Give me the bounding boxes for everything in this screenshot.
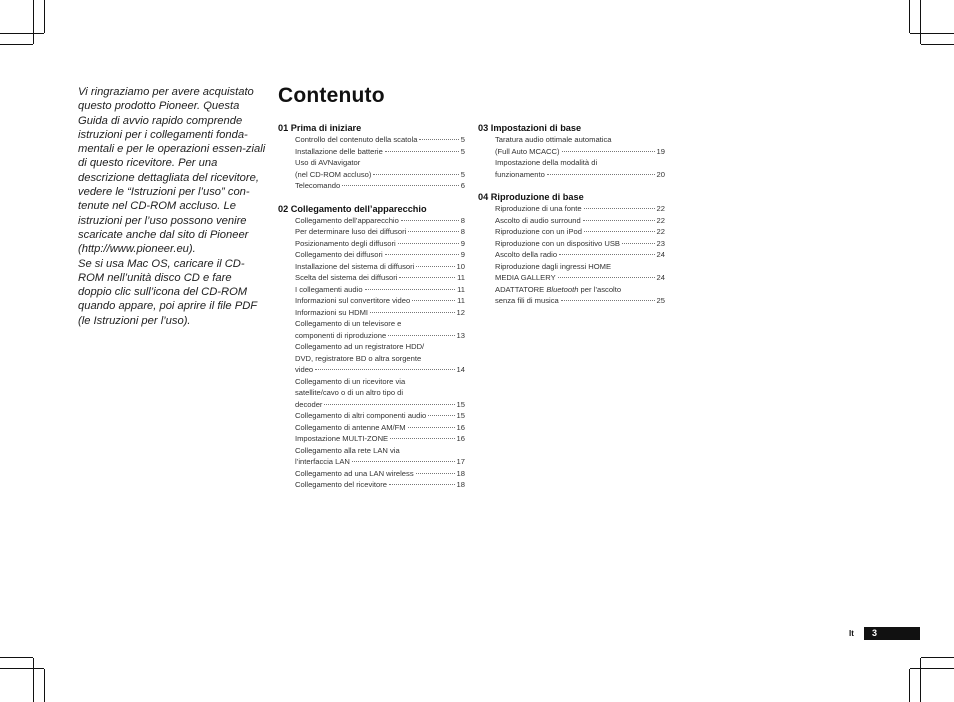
toc-entry-text xyxy=(295,319,401,328)
toc-entry-text: Ascolto di audio surround xyxy=(495,215,581,225)
toc-entry-text-part: Collegamento ad un registratore HDD/ xyxy=(295,342,425,351)
toc-section xyxy=(478,191,666,307)
crop-mark-bottom-right-h2 xyxy=(921,657,954,658)
toc-page-number: 25 xyxy=(656,296,665,305)
toc-entry-text: Informazioni su HDMI xyxy=(295,307,369,317)
toc-page-number: 11 xyxy=(457,284,465,294)
intro-paragraph-1: Vi ringraziamo per avere acquistato questo prodotto Pioneer. Questa Guida di avvio rapido comprende istruzioni per i collegamenti fonda-mentali e per le operazioni essen-ziali di questo ricevitore. Per una descrizione dettagliata del ricevitore, vedere le “Istruzioni per l’uso” con-tenute nel CD-ROM accluso. Le istruzioni per l’uso possono venire scaricate anche dal sito di Pioneer (http://www.pioneer.eu). xyxy=(78,86,266,256)
toc-entry-text xyxy=(295,377,405,386)
toc-entry-text xyxy=(295,354,421,363)
toc-leader-dots xyxy=(562,151,655,152)
toc-leader-dots xyxy=(365,289,456,290)
toc-page-number: 18 xyxy=(456,468,465,478)
toc-entry[interactable] xyxy=(295,146,465,158)
toc-entry-italic: Bluetooth xyxy=(546,284,579,294)
toc-leader-dots xyxy=(558,277,655,278)
toc-entry[interactable] xyxy=(295,272,465,284)
toc-page-number: 14 xyxy=(456,365,465,374)
toc-entry[interactable] xyxy=(295,284,465,296)
toc-entry-text-part: satellite/cavo o di un altro tipo di xyxy=(295,388,404,397)
toc-entry[interactable] xyxy=(495,215,665,227)
toc-leader-dots xyxy=(352,461,455,462)
toc-entry-text: Collegamento dei diffusori xyxy=(295,250,383,259)
toc-entry-text xyxy=(295,388,403,397)
toc-entry-text-part: Collegamento di un televisore e xyxy=(295,319,402,328)
toc-leader-dots xyxy=(559,254,654,255)
toc-leader-dots xyxy=(398,243,459,244)
toc-entry[interactable] xyxy=(295,445,465,468)
toc-entry[interactable] xyxy=(295,295,465,307)
toc-page-number: 9 xyxy=(460,250,465,259)
crop-mark-top-right-h2 xyxy=(921,44,954,45)
toc-page-number: 13 xyxy=(456,330,465,340)
toc-entry[interactable] xyxy=(295,307,465,319)
toc-leader-dots xyxy=(412,300,455,301)
toc-entry-text xyxy=(495,158,597,167)
toc-entry-text: I collegamenti audio xyxy=(295,284,363,294)
crop-mark-top-right-v2 xyxy=(909,0,910,33)
toc-leader-dots xyxy=(370,312,455,313)
toc-entry[interactable] xyxy=(295,318,465,341)
toc-entry-text: Scelta del sistema dei diffusori xyxy=(295,273,398,282)
crop-mark-top-left-v2 xyxy=(44,0,45,33)
toc-entry[interactable] xyxy=(295,341,465,376)
crop-mark-bottom-left-h2 xyxy=(0,657,33,658)
toc-entry-text: Informazioni sul convertitore video xyxy=(295,296,411,305)
toc-page-number: 22 xyxy=(656,215,665,225)
toc-entry[interactable] xyxy=(295,215,465,227)
toc-leader-dots xyxy=(419,139,458,140)
toc-page-number: 22 xyxy=(656,227,665,236)
toc-page-number: 11 xyxy=(457,296,465,305)
toc-entry-text: Ascolto della radio xyxy=(495,250,558,259)
toc-entry-text: (Full Auto MCACC) xyxy=(495,146,560,156)
language-label: It xyxy=(849,629,854,638)
toc-entry[interactable] xyxy=(495,261,665,284)
toc-section-title: 03 Impostazioni di base xyxy=(478,123,582,133)
toc-page-number: 8 xyxy=(460,215,465,225)
toc-entry-text: Riproduzione con un iPod xyxy=(495,227,582,236)
toc-entry-text: Collegamento del ricevitore xyxy=(295,480,388,489)
toc-leader-dots xyxy=(408,231,458,232)
page-number-tab xyxy=(864,627,920,640)
toc-leader-dots xyxy=(416,473,455,474)
toc-entry-text-part: Collegamento di un ricevitore via xyxy=(295,376,406,386)
crop-mark-bottom-left-v2 xyxy=(44,669,45,702)
toc-leader-dots xyxy=(342,185,459,186)
toc-entry-text: Collegamento di altri componenti audio xyxy=(295,411,427,420)
toc-leader-dots xyxy=(584,208,655,209)
toc-leader-dots xyxy=(388,335,454,336)
intro-paragraph-2: Se si usa Mac OS, caricare il CD-ROM nell’unità disco CD e fare doppio clic sull’icona del CD-ROM quando appare, poi aprire il file PDF (le Istruzioni per l’uso). xyxy=(78,257,257,327)
toc-page-number: 24 xyxy=(656,250,665,259)
toc-entry-text: Impostazione MULTI-ZONE xyxy=(295,434,389,443)
toc-entry[interactable] xyxy=(295,249,465,261)
toc-leader-dots xyxy=(408,427,455,428)
toc-entry-text: (nel CD-ROM accluso) xyxy=(295,169,372,179)
toc-leader-dots xyxy=(390,438,454,439)
toc-entry-text xyxy=(295,446,400,455)
toc-page-number: 15 xyxy=(456,399,465,409)
toc-entry[interactable] xyxy=(295,180,465,192)
toc-entry-text: Telecomando xyxy=(295,181,341,190)
toc-leader-dots xyxy=(583,220,655,221)
toc-entry[interactable] xyxy=(295,376,465,411)
toc-entry-text-part: Uso di AVNavigator xyxy=(295,158,361,167)
crop-mark-bottom-right-h xyxy=(910,668,954,669)
toc-page-number: 23 xyxy=(656,238,665,248)
toc-entry[interactable] xyxy=(295,433,465,445)
toc-entry-text-part: ADATTATORE xyxy=(495,284,547,294)
toc-entry-text-part: Collegamento alla rete LAN via xyxy=(295,445,400,455)
toc-page-number: 24 xyxy=(656,273,665,282)
toc-entry-text: senza fili di musica xyxy=(495,296,559,305)
crop-mark-top-left-v xyxy=(33,0,34,44)
toc-column-right xyxy=(478,122,666,318)
toc-entry[interactable] xyxy=(495,226,665,238)
toc-leader-dots xyxy=(373,174,458,175)
crop-mark-top-right-h xyxy=(910,33,954,34)
toc-entry-text: l’interfaccia LAN xyxy=(295,457,350,466)
toc-entry[interactable] xyxy=(295,238,465,250)
toc-page-number: 22 xyxy=(656,204,665,213)
toc-entry-text xyxy=(295,342,424,351)
toc-leader-dots xyxy=(401,220,459,221)
toc-entry-text: Installazione delle batterie xyxy=(295,146,383,156)
toc-leader-dots xyxy=(324,404,454,405)
toc-section xyxy=(278,122,466,192)
toc-page-number: 18 xyxy=(456,480,465,489)
toc-section xyxy=(278,203,466,491)
toc-page-number: 16 xyxy=(456,422,465,432)
toc-section-title: 01 Prima di iniziare xyxy=(278,123,362,133)
toc-leader-dots xyxy=(428,415,454,416)
toc-leader-dots xyxy=(315,369,454,370)
toc-leader-dots xyxy=(584,231,655,232)
toc-entry-text xyxy=(495,285,621,294)
toc-entry-text-part: Impostazione della modalità di xyxy=(495,158,598,167)
toc-leader-dots xyxy=(547,174,655,175)
crop-mark-bottom-left-h xyxy=(0,668,44,669)
toc-entry[interactable] xyxy=(295,157,465,180)
toc-entry-text: Controllo del contenuto della scatola xyxy=(295,135,418,144)
toc-leader-dots xyxy=(416,266,454,267)
crop-mark-top-left-h xyxy=(0,33,44,34)
toc-entry[interactable] xyxy=(295,134,465,146)
toc-entry[interactable] xyxy=(495,134,665,157)
toc-entry[interactable] xyxy=(495,284,665,307)
toc-entry-text xyxy=(295,158,360,167)
toc-page-number: 8 xyxy=(460,227,465,236)
toc-column-left xyxy=(278,122,466,502)
toc-leader-dots xyxy=(385,151,459,152)
page-number: 3 xyxy=(872,628,878,638)
toc-page-number: 9 xyxy=(460,238,465,248)
toc-entry-text: Collegamento ad una LAN wireless xyxy=(295,468,414,478)
toc-section-title: 04 Riproduzione di base xyxy=(478,192,584,202)
crop-mark-top-left-h2 xyxy=(0,44,33,45)
toc-page-number: 5 xyxy=(460,135,465,144)
crop-mark-bottom-right-v2 xyxy=(909,669,910,702)
toc-entry-text-part: per l’ascolto xyxy=(578,284,622,294)
toc-entry[interactable] xyxy=(295,410,465,422)
toc-entry-text: MEDIA GALLERY xyxy=(495,273,556,282)
toc-entry-text: Per determinare luso dei diffusori xyxy=(295,227,407,236)
toc-page-number: 10 xyxy=(456,261,465,271)
toc-page-number: 6 xyxy=(460,181,465,190)
toc-entry-text: componenti di riproduzione xyxy=(295,330,387,340)
toc-page-number: 12 xyxy=(456,307,465,317)
intro-text xyxy=(78,85,266,328)
toc-entry[interactable] xyxy=(495,157,665,180)
toc-page-number: 11 xyxy=(457,273,465,282)
toc-entry-text: Posizionamento degli diffusori xyxy=(295,238,396,248)
toc-entry[interactable] xyxy=(295,226,465,238)
toc-entry-text: funzionamento xyxy=(495,169,545,179)
toc-entry[interactable] xyxy=(295,479,465,491)
toc-entry-text-part: Taratura audio ottimale automatica xyxy=(495,135,612,144)
toc-page-number: 15 xyxy=(456,411,465,420)
toc-entry-text xyxy=(495,135,612,144)
toc-entry-text: Riproduzione di una fonte xyxy=(495,204,582,213)
toc-page-number: 20 xyxy=(656,169,665,179)
toc-page-number: 16 xyxy=(456,434,465,443)
crop-mark-bottom-left-v xyxy=(33,658,34,702)
toc-page-number: 19 xyxy=(656,146,665,156)
toc-entry-text: Collegamento di antenne AM/FM xyxy=(295,422,406,432)
toc-page-number: 5 xyxy=(460,169,465,179)
toc-entry[interactable] xyxy=(295,422,465,434)
toc-entry[interactable] xyxy=(495,203,665,215)
crop-mark-top-right-v xyxy=(920,0,921,44)
toc-leader-dots xyxy=(561,300,655,301)
toc-entry-text: Riproduzione con un dispositivo USB xyxy=(495,238,620,248)
toc-entry-text xyxy=(495,262,611,271)
toc-leader-dots xyxy=(399,277,455,278)
page-title: Contenuto xyxy=(278,84,385,107)
toc-entry-text: Installazione del sistema di diffusori xyxy=(295,261,415,271)
toc-entry-text-part: DVD, registratore BD o altra sorgente xyxy=(295,353,422,363)
toc-entry-text-part: Riproduzione dagli ingressi HOME xyxy=(495,261,612,271)
toc-section xyxy=(478,122,666,180)
toc-entry[interactable] xyxy=(295,468,465,480)
toc-section-title: 02 Collegamento dell’apparecchio xyxy=(278,203,427,214)
toc-leader-dots xyxy=(385,254,459,255)
toc-entry-text: video xyxy=(295,365,314,374)
toc-entry[interactable] xyxy=(495,238,665,250)
toc-page-number: 17 xyxy=(456,457,465,466)
toc-entry[interactable] xyxy=(495,249,665,261)
toc-entry-text: Collegamento dell’apparecchio xyxy=(295,215,399,225)
toc-entry[interactable] xyxy=(295,261,465,273)
toc-leader-dots xyxy=(622,243,655,244)
crop-mark-bottom-right-v xyxy=(920,658,921,702)
toc-leader-dots xyxy=(389,484,455,485)
toc-page-number: 5 xyxy=(460,146,465,156)
toc-entry-text: decoder xyxy=(295,399,323,409)
